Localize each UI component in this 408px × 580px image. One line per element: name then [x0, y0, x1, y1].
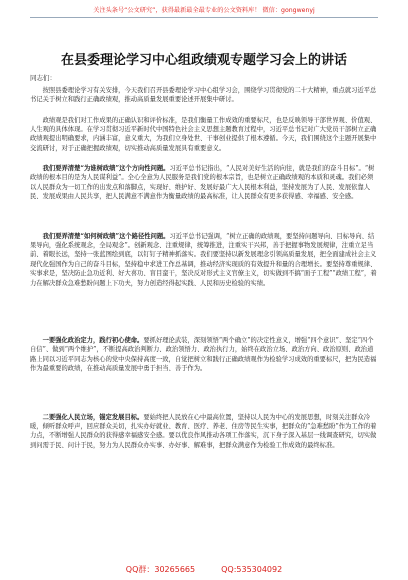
section-2-body: 习近平总书记强调，“树立正确的政绩观，要坚持问题导向、目标导向、结果导向，强化系统观念，全局观念”。创新观念、注重规律，统筹推进，注重实干兴邦，善于把握事物发展规律，注重立足当前、着眼长远，坚持一张蓝图绘到底，以钉钉子精神抓落实。我们要坚持以新发展理念引领高质量发展，把全面建成社会主义现代化强国作为自己的奋斗目标，坚持稳中求进工作总基调，推动经济实现质的有效提升和量的合理增长。要坚持尊重规律、实事求是，坚决防止急功近利、好大喜功、盲目蛮干，坚决反对形式主义官僚主义，切实做到不搞“面子工程”“政绩工程”，着力在解决群众急难愁盼问题上下功夫，努力创造经得起实践、人民和历史检验的实绩。 [30, 232, 377, 287]
point-paragraph-1 [30, 336, 378, 411]
body-paragraph-1: 政绩观是我们对工作成果的正确认识和评价标准，是我们衡量工作成效的重要标尺，也是反映领导干部世界观、价值观、人生观的具体体现。在学习贯彻习近平新时代中国特色社会主义思想主题教育过程中，习近平总书记对广大党员干部树立正确政绩观提出明确要求，内涵丰富，意义重大，为我们立身处世、干事创业提供了根本遵循。今天，我们围绕这个主题开展集中交流研讨，对于正确把握政绩观，切实推动高质量发展具有重要意义。 [30, 116, 377, 152]
section-1-title: 我们要弄清楚“为谁树政绩”这个方向性问题。 [42, 165, 170, 172]
point-paragraph-2 [30, 413, 378, 479]
point-2-title: 二要强化人民立场，锚定发展目标。 [42, 413, 144, 421]
promo-header: 关注头条号“公文研究”，获得最新最全最专业的公文资料库！ 微信：gongwenyj [93, 7, 315, 14]
document-title: 在县委理论学习中心组政绩观专题学习会上的讲话 [60, 53, 347, 68]
point-2-body: 要始终把人民放在心中最高位置，坚持以人民为中心的发展思想，时刻关注群众冷暖，倾听群众呼声，回应群众关切，扎实办好就业、教育、医疗、养老、住房等民生实事，把群众的“急难愁盼”作为工作的着力点，不断增强人民群众的获得感幸福感安全感。要以优良作风推动各项工作落实，沉下身子深入基层一线调查研究，切实做到问需于民、问计于民，努力为人民群众办实事、办好事、解难事，把群众满意作为检验工作成效的最终标准。 [30, 413, 377, 449]
intro-paragraph: 按照县委理论学习有关安排，今天我们召开县委理论学习中心组学习会，围绕学习贯彻党的二十大精神，重点就习近平总书记关于树立和践行正确政绩观，推动高质量发展重要论述开展集中研讨。 [30, 87, 377, 104]
point-1-body: 要抓好理论武装，深刻领悟“两个确立”的决定性意义，增强“四个意识”、坚定“四个自信”、做到“两个维护”，不断提高政治判断力、政治领悟力、政治执行力，始终在政治立场、政治方向、政治原则、政治道路上同以习近平同志为核心的党中央保持高度一致，自觉把树立和践行正确政绩观作为检验学习成效的重要标尺，把为民造福作为最重要的政绩，在推动高质量发展中勇于担当、善于作为。 [30, 337, 377, 373]
point-1-title: 一要强化政治定力，践行初心使命。 [42, 337, 144, 344]
qq-text: QQ:535304092 [221, 565, 283, 574]
section-2-title: 我们要弄清楚“如何树政绩”这个路径性问题。 [42, 232, 170, 240]
salutation: 同志们： [30, 74, 56, 82]
qq-group-text: QQ群：30265665 [125, 565, 196, 574]
section-paragraph-1 [30, 164, 378, 230]
section-paragraph-2 [30, 232, 378, 335]
section-1-body: 习近平总书记指出，“人民对美好生活的向往，就是我们的奋斗目标”。“树政绩的根本目的是为人民谋利益”。全心全意为人民服务是我们党的根本宗旨，也是树立正确政绩观的本质和灵魂。我们必须以人民群众为一切工作的出发点和落脚点，实现好、维护好、发展好最广大人民根本利益，坚持发展为了人民、发展依靠人民、发展成果由人民共享，把人民满意不满意作为衡量政绩的最高标准，让人民群众有更多获得感、幸福感、安全感。 [30, 165, 375, 201]
contact-footer [0, 564, 408, 576]
header-divider [30, 17, 378, 18]
